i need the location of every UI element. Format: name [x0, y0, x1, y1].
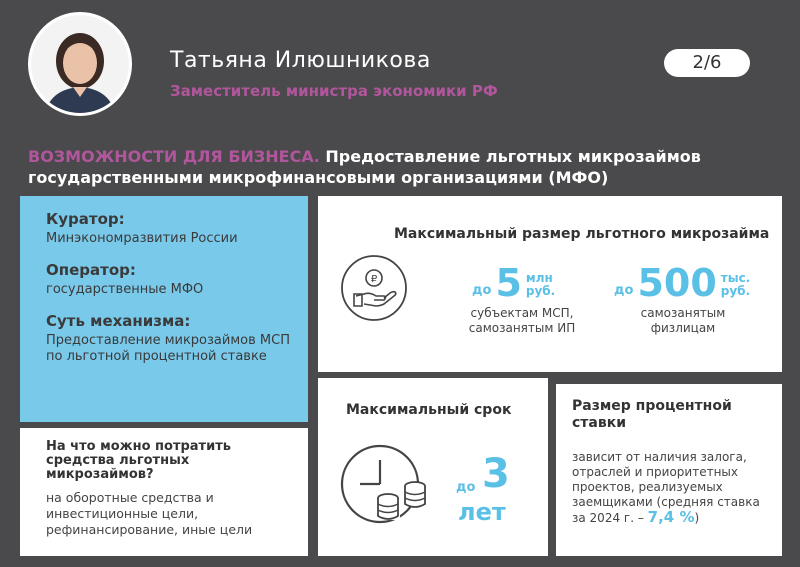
- operator-label: Оператор:: [46, 261, 136, 279]
- max-loan-card: [318, 196, 782, 372]
- avatar: [28, 12, 132, 116]
- amount-number: 5: [495, 261, 522, 305]
- term-prefix: до: [456, 480, 476, 495]
- amount-unit-line1: тыс.: [720, 271, 751, 285]
- curator-value: Минэкономразвития России: [46, 231, 238, 246]
- interest-rate-value: 7,4 %: [647, 508, 695, 526]
- loan-usage-card: [20, 428, 308, 556]
- loan-amount-selfemployed-note: самозанятым физлицам: [640, 306, 726, 335]
- interest-rate-card: [556, 384, 782, 556]
- interest-rate-text: зависит от наличия залога, отраслей и приоритетных проектов, реализуемых заемщиками (средняя ставка за 2024 г. –: [572, 450, 760, 525]
- svg-text:₽: ₽: [370, 274, 378, 285]
- amount-prefix: до: [614, 283, 634, 298]
- interest-rate-description: [572, 450, 776, 526]
- amount-unit-line1: млн: [525, 271, 553, 285]
- mechanism-value: Предоставление микрозаймов МСП по льготной процентной ставке: [46, 333, 290, 364]
- max-term-card: [318, 378, 548, 556]
- program-info-card: [20, 196, 308, 422]
- headline-accent: ВОЗМОЖНОСТИ ДЛЯ БИЗНЕСА.: [28, 147, 320, 166]
- speaker-name: Татьяна Илюшникова: [170, 48, 431, 73]
- hand-coin-icon: [340, 254, 408, 322]
- page-indicator: 2/6: [664, 49, 750, 77]
- max-loan-title: Максимальный размер льготного микрозайма: [394, 226, 770, 242]
- curator-label: Куратор:: [46, 210, 125, 228]
- interest-rate-title: Размер процентной ставки: [572, 398, 732, 431]
- amount-unit-line2: руб.: [720, 284, 751, 298]
- loan-usage-answer: на оборотные средства и инвестиционные цели, рефинансирование, иные цели: [46, 490, 253, 537]
- loan-amount-msp: [472, 261, 556, 305]
- slide-headline: [28, 146, 788, 188]
- term-number: 3: [482, 451, 510, 497]
- loan-usage-question: На что можно потратить средства льготных микрозаймов?: [46, 439, 231, 482]
- amount-unit: [721, 272, 750, 298]
- amount-unit-line2: руб.: [525, 284, 556, 298]
- term-unit: лет: [458, 498, 506, 526]
- amount-number: 500: [637, 261, 717, 305]
- speaker-position: Заместитель министра экономики РФ: [170, 82, 498, 100]
- loan-amount-selfemployed: [614, 261, 751, 305]
- headline-text: Предоставление льготных микрозаймов государственными микрофинансовыми организациями (МФО): [28, 147, 701, 187]
- mechanism-label: Суть механизма:: [46, 312, 191, 330]
- max-term-title: Максимальный срок: [346, 402, 512, 418]
- interest-rate-closing: ): [694, 511, 700, 525]
- amount-prefix: до: [472, 283, 492, 298]
- loan-amount-msp-note: субъектам МСП, самозанятым ИП: [468, 306, 576, 335]
- operator-value: государственные МФО: [46, 282, 204, 297]
- clock-coins-icon: [338, 436, 438, 536]
- amount-unit: [526, 272, 555, 298]
